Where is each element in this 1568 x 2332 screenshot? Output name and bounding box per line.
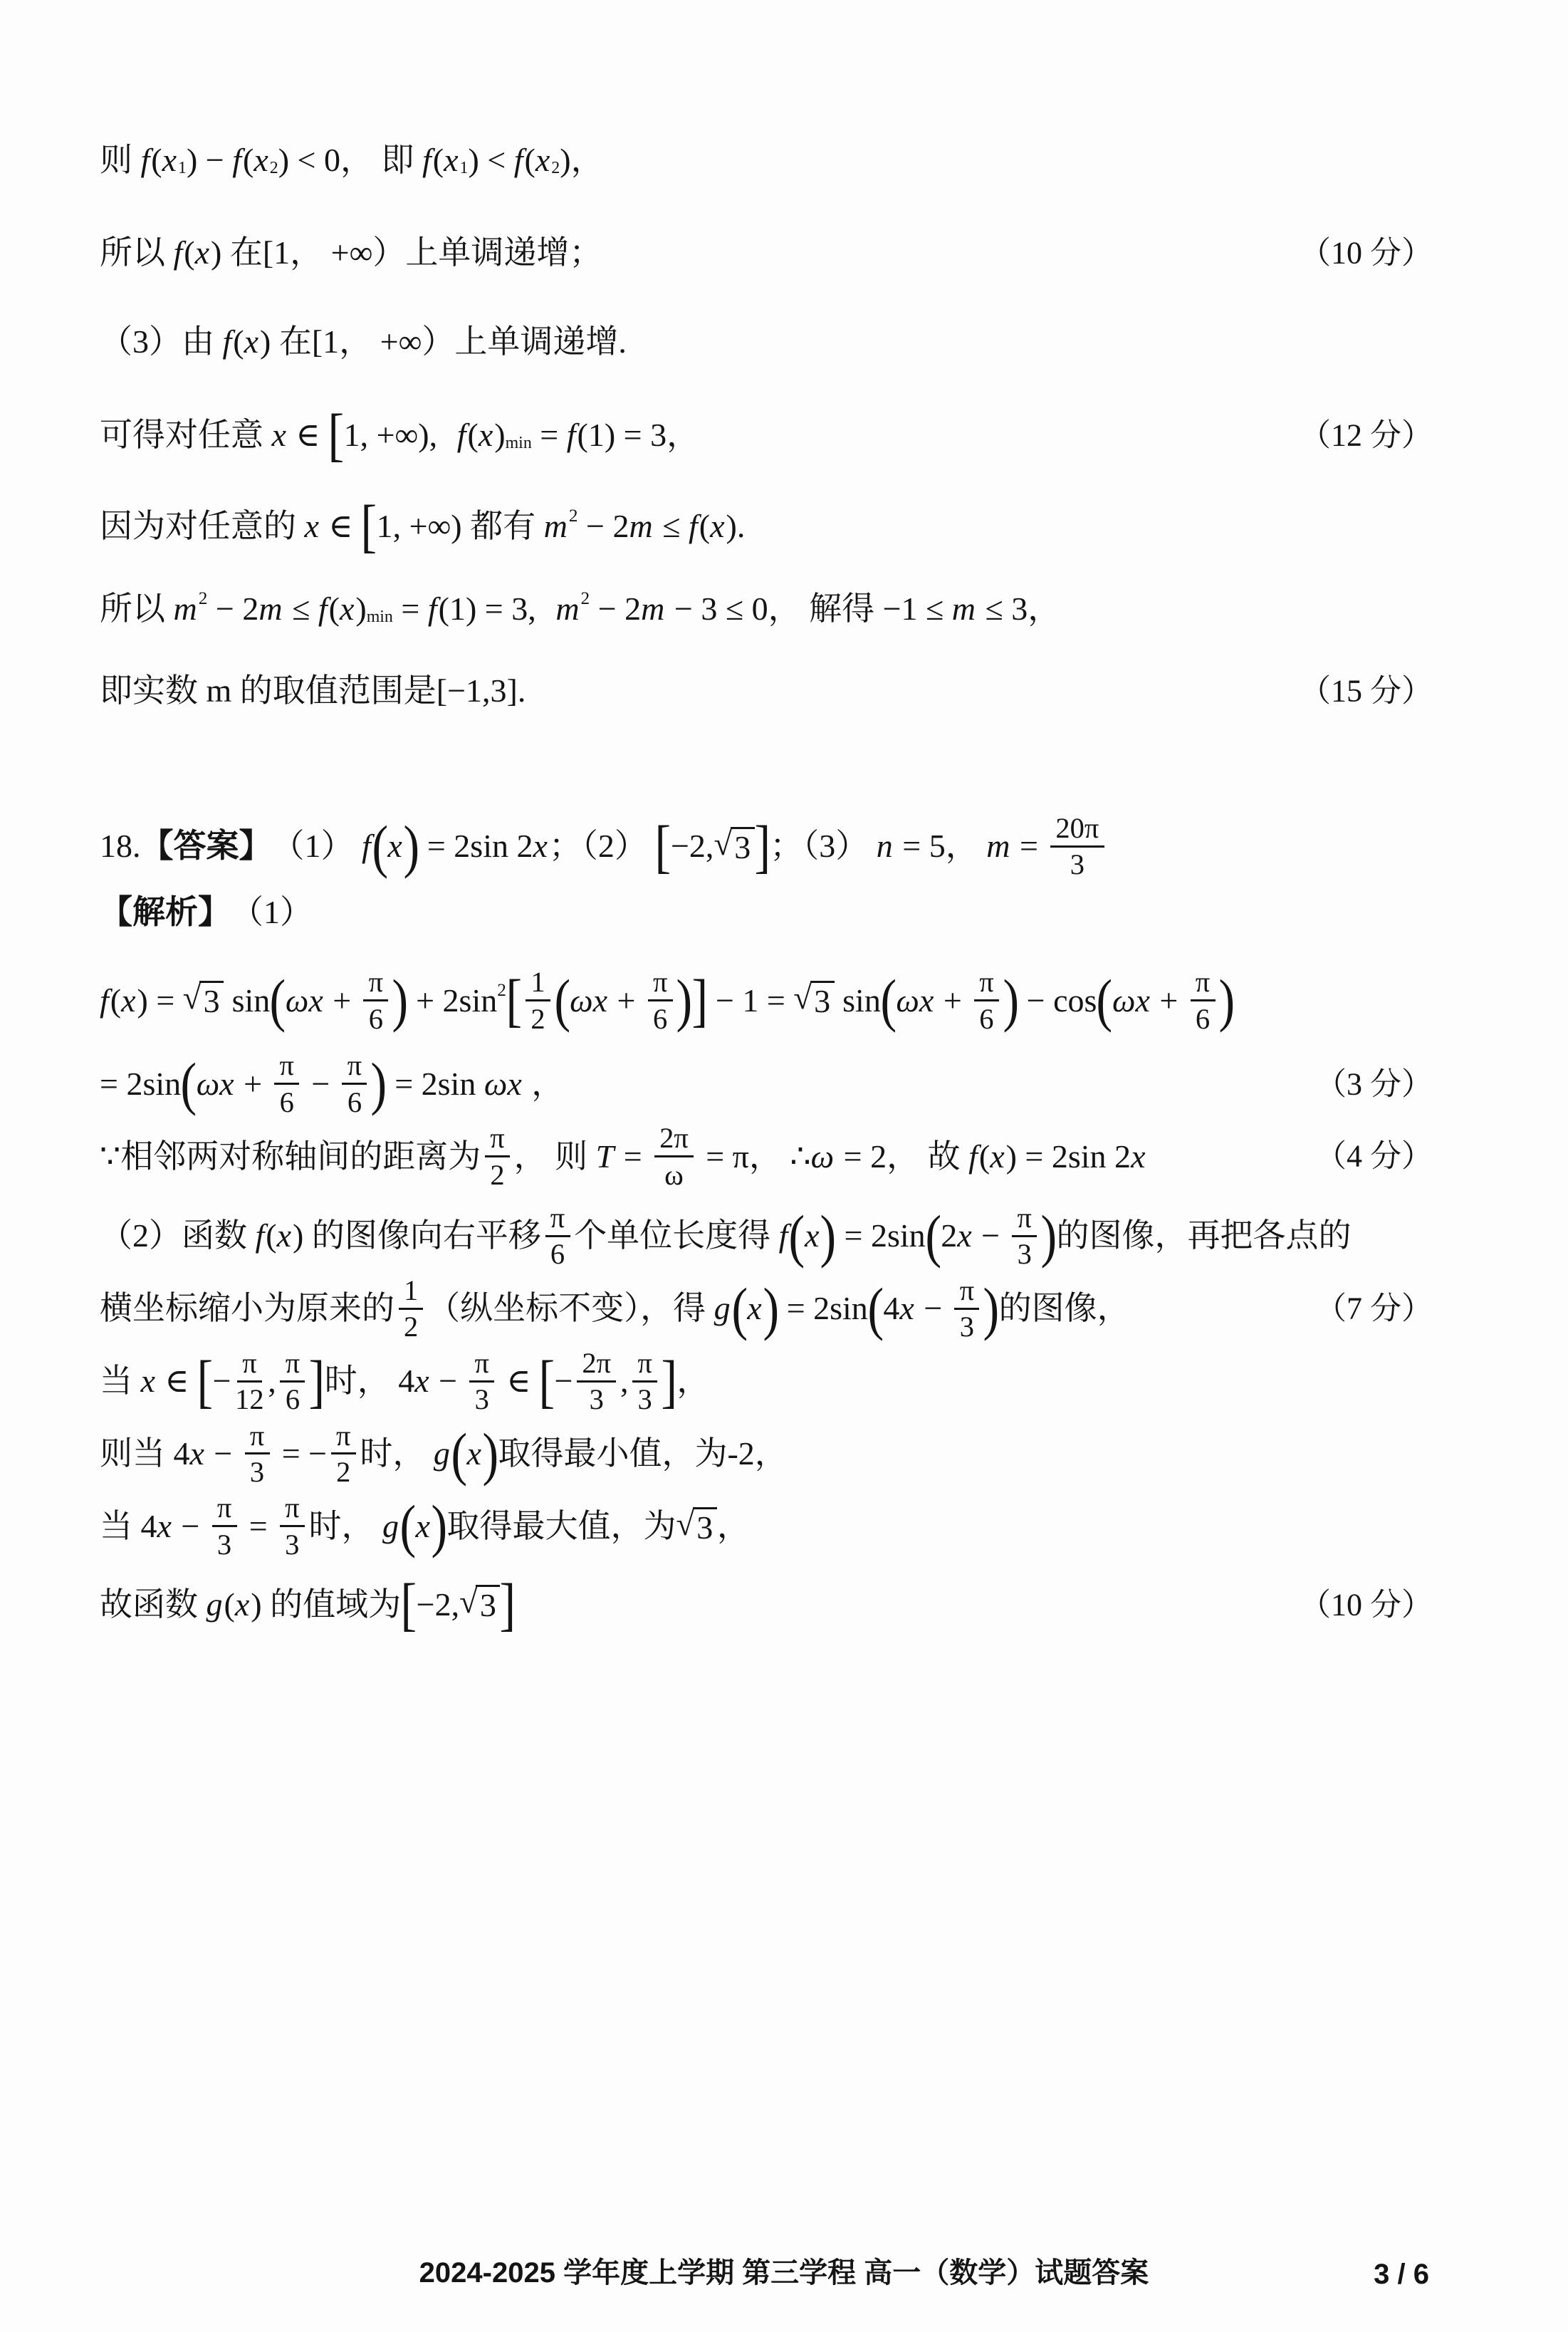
- formula-run: f ( x ) = √ 3 sin ( ωx + $\frac{\pi}{6}$ ) + 2sin 2 [ $\frac{1}{2}$ ( ωx + $\frac{\pi}{6}$ ) ] − 1 = √ 3 sin ( ωx + $\frac{\pi}{6}$ ) − cos ( ωx + $\frac{\pi}{6}$ ): [100, 966, 1235, 1035]
- fraction: $\frac{\pi}{3}$: [469, 1347, 494, 1416]
- fraction: $\frac{\pi}{3}$: [245, 1420, 270, 1489]
- formula-run: 当 x ∈ [ − $\frac{\pi}{12}$ , $\frac{\pi}{6}$ ] 时， 4 x − $\frac{\pi}{3}$ ∈ [ − $\frac{2\pi}{3}$ , $\frac{\pi}{3}$ ] ，: [100, 1346, 710, 1416]
- fraction: $\frac{2\pi}{\omega}$: [654, 1122, 694, 1191]
- line-inequality-holds: [100, 493, 1433, 559]
- fraction: $\frac{1}{2}$: [399, 1274, 424, 1343]
- score-badge: （12 分）: [1300, 417, 1433, 453]
- formula-run: 则 f ( x 1 ) − f ( x 2 ) < 0 ， 即 f ( x 1 ) < f ( x 2 ) ，: [100, 142, 604, 178]
- radical: √ 3: [714, 827, 754, 866]
- formula-run: 故函数 g ( x ) 的值域为 [ −2, √ 3 ]: [100, 1571, 516, 1638]
- fraction: $\frac{\pi}{6}$: [342, 1049, 367, 1118]
- fraction: $\frac{\pi}{6}$: [545, 1202, 570, 1271]
- formula-run: （2）函数 f ( x ) 的图像向右平移 $\frac{\pi}{6}$ 个单位长度得 f ( x ) = 2sin ( 2 x − $\frac{\pi}{3}$ ) 的图像，再把各点的: [100, 1201, 1352, 1271]
- fraction: $\frac{\pi}{6}$: [363, 966, 388, 1035]
- formula-run: 因为对任意的 x ∈ [ 1, +∞) 都有 m 2 − 2 m ≤ f ( x ) .: [100, 493, 746, 559]
- fraction: $\frac{1}{2}$: [526, 966, 550, 1035]
- line-period-omega: [100, 1122, 1433, 1191]
- fraction: $\frac{\pi}{3}$: [1012, 1202, 1037, 1271]
- fraction: $\frac{\pi}{6}$: [974, 966, 999, 1035]
- line-max-value: [100, 1492, 1433, 1561]
- formula-run: 则当 4 x − $\frac{\pi}{3}$ = − $\frac{\pi}{2}$ 时， g ( x ) 取得最小值，为-2，: [100, 1419, 788, 1489]
- line-q18-analysis-label: [100, 891, 1433, 934]
- score-badge: （7 分）: [1315, 1291, 1433, 1326]
- line-x-interval: [100, 1347, 1433, 1416]
- line-part2-shift: [100, 1202, 1433, 1271]
- fraction: $\frac{\pi}{2}$: [485, 1122, 510, 1191]
- line-fmin-equals-3: [100, 402, 1433, 468]
- fraction: $\frac{\pi}{3}$: [212, 1492, 237, 1561]
- score-badge: （4 分）: [1315, 1138, 1433, 1174]
- score-badge: （10 分）: [1300, 235, 1433, 271]
- footer-page-number: 3 / 6: [1374, 2259, 1429, 2290]
- radical: √ 3: [676, 1507, 717, 1546]
- line-q18-answer: [100, 812, 1433, 881]
- line-min-value: [100, 1420, 1433, 1489]
- line-m-range-conclusion: [100, 670, 1433, 712]
- fraction: $\frac{20\pi}{3}$: [1050, 812, 1104, 881]
- line-part2-compress: [100, 1274, 1433, 1343]
- fraction: $\frac{\pi}{6}$: [280, 1347, 305, 1416]
- footer-title: 2024-2025 学年度上学期 第三学程 高一（数学）试题答案: [419, 2257, 1149, 2289]
- fraction: $\frac{\pi}{6}$: [274, 1049, 299, 1118]
- formula-run: 可得对任意 x ∈ [ 1, +∞), f ( x ) min = f (1) = 3 ，: [100, 402, 700, 468]
- formula-run: = 2sin ( ωx + $\frac{\pi}{6}$ − $\frac{\pi}{6}$ ) = 2sin ωx ，: [100, 1049, 565, 1118]
- formula-run: ∵ 相邻两对称轴间的距离为 $\frac{\pi}{2}$ ， 则 T = $\frac{2\pi}{\omega}$ = π ， ∴ ω = 2 ， 故 f ( x ) = 2sin 2 x: [100, 1122, 1146, 1191]
- formula-run: 所以 f ( x ) 在[1， +∞）上单调递增；: [100, 234, 602, 271]
- line-fx-simplification: [100, 966, 1433, 1035]
- fraction: $\frac{\pi}{3}$: [954, 1274, 979, 1343]
- formula-run: 即实数 m 的取值范围是[−1,3].: [100, 672, 526, 709]
- formula-run: 当 4 x − $\frac{\pi}{3}$ = $\frac{\pi}{3}$ 时， g ( x ) 取得最大值，为 √ 3 ，: [100, 1492, 750, 1561]
- formula-run: 所以 m 2 − 2 m ≤ f ( x ) min = f (1) = 3, m 2 − 2 m − 3 ≤ 0 ， 解得 −1 ≤ m ≤ 3 ，: [100, 588, 1061, 627]
- line-gx-range-conclusion: [100, 1571, 1433, 1638]
- fraction: $\frac{\pi}{3}$: [280, 1492, 305, 1561]
- score-badge: （3 分）: [1315, 1066, 1433, 1101]
- line-monotonic-increase-conclusion: [100, 231, 1433, 274]
- fraction: $\frac{\pi}{12}$: [235, 1346, 264, 1416]
- score-badge: （10 分）: [1300, 1587, 1433, 1623]
- fraction: $\frac{2\pi}{3}$: [577, 1347, 616, 1416]
- formula-run: 【解析】 （1）: [100, 894, 313, 931]
- formula-run: 18. 【答案】 （1） f ( x ) = 2sin 2 x ；（2） [ −2, √ 3 ] ；（3） n = 5 ， m = $\frac{20\pi}{3}$: [100, 812, 1108, 881]
- score-badge: （15 分）: [1300, 673, 1433, 709]
- fraction: $\frac{\pi}{3}$: [632, 1347, 657, 1416]
- line-fx-equals-2sinwx: [100, 1049, 1433, 1118]
- fraction: $\frac{\pi}{2}$: [331, 1420, 356, 1489]
- line-solve-m-inequality: [100, 588, 1433, 630]
- formula-run: 横坐标缩小为原来的 $\frac{1}{2}$ （纵坐标不变），得 g ( x ) = 2sin ( 4 x − $\frac{\pi}{3}$ ) 的图像，: [100, 1274, 1130, 1343]
- line-then-fx1-fx2: [100, 139, 1433, 182]
- radical: √ 3: [183, 981, 224, 1020]
- fraction: $\frac{\pi}{6}$: [1191, 966, 1216, 1035]
- formula-run: （3）由 f ( x ) 在[1， +∞）上单调递增.: [100, 323, 627, 360]
- fraction: $\frac{\pi}{6}$: [648, 966, 673, 1035]
- radical: √ 3: [459, 1585, 500, 1624]
- line-part3-premise: [100, 321, 1433, 363]
- radical: √ 3: [793, 981, 834, 1020]
